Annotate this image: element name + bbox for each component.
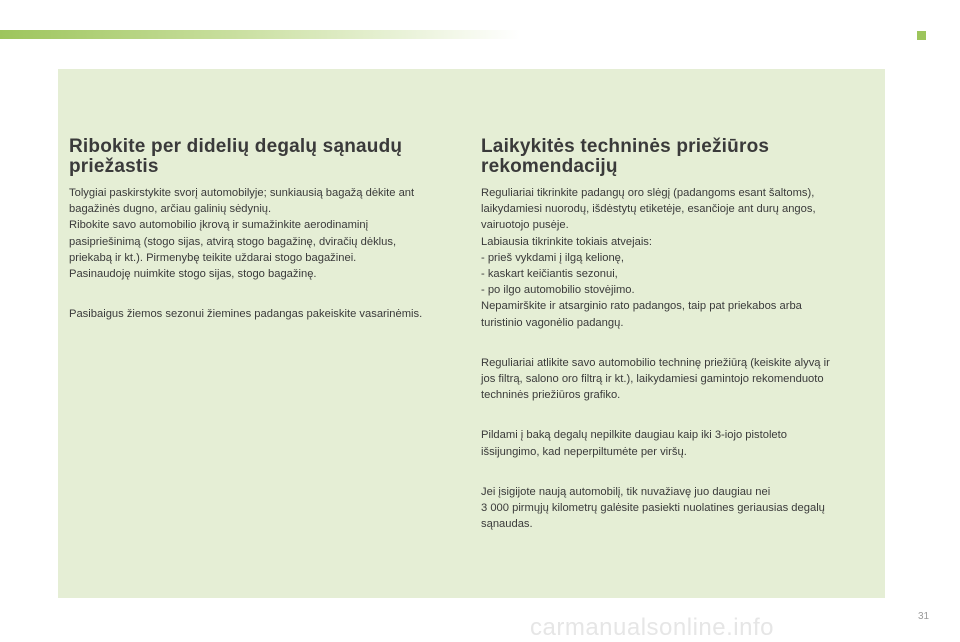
corner-marker <box>917 31 926 40</box>
right-paragraph-2: Reguliariai atlikite savo automobilio techninę priežiūrą (keiskite alyvą ir jos filtrą, salono oro filtrą ir kt.), laikydamiesi gamintojo rekomenduoto techninės priežiūros grafiko. <box>481 356 830 402</box>
left-paragraph-2: Pasibaigus žiemos sezonui žiemines padangas pakeiskite vasarinėmis. <box>69 308 423 321</box>
left-column <box>69 137 464 322</box>
right-paragraph-3: Pildami į baką degalų nepilkite daugiau kaip iki 3-iojo pistoleto išsijungimo, kad neperpiltumėte per viršų. <box>481 429 787 458</box>
right-column <box>481 137 876 532</box>
watermark-text: carmanualsonline.info <box>530 614 774 641</box>
left-paragraph-1: Tolygiai paskirstykite svorį automobilyje; sunkiausią bagažą dėkite ant bagažinės dugno, arčiau galinių sėdynių. Ribokite savo automobilio įkrovą ir sumažinkite aerodinaminį pasipriešinimą (stogo sijas, atvirą stogo bagažinę, dviračių dėklus, priekabą ir kt.). Pirmenybę teikite uždarai stogo bagažinei. Pasinaudoję nuimkite stogo sijas, stogo bagažinę. <box>69 187 415 281</box>
right-paragraph-1: Reguliariai tikrinkite padangų oro slėgį (padangoms esant šaltoms), laikydamiesi nuorodų, išdėstytų etiketėje, esančioje ant durų angos, vairuotojo pusėje. Labiausia tikrinkite tokiais atvejais: - prieš vykdami į ilgą kelionę, - kaskart keičiantis sezonui, - po ilgo automobilio stovėjimo. Nepamirškite ir atsarginio rato padangos, taip pat priekabos arba turistinio vagonėlio padangų. <box>481 187 816 329</box>
right-section-title: Laikykitės techninės priežiūros rekomendacijų <box>481 136 770 177</box>
page-number: 31 <box>918 611 930 622</box>
left-section-title: Ribokite per didelių degalų sąnaudų priežastis <box>69 136 403 177</box>
header-accent-bar <box>0 30 520 39</box>
right-paragraph-4: Jei įsigijote naują automobilį, tik nuvažiavę juo daugiau nei 3 000 pirmųjų kilometrų galėsite pasiekti nuolatines geriausias degalų sąnaudas. <box>481 485 825 531</box>
content-panel <box>58 69 885 598</box>
